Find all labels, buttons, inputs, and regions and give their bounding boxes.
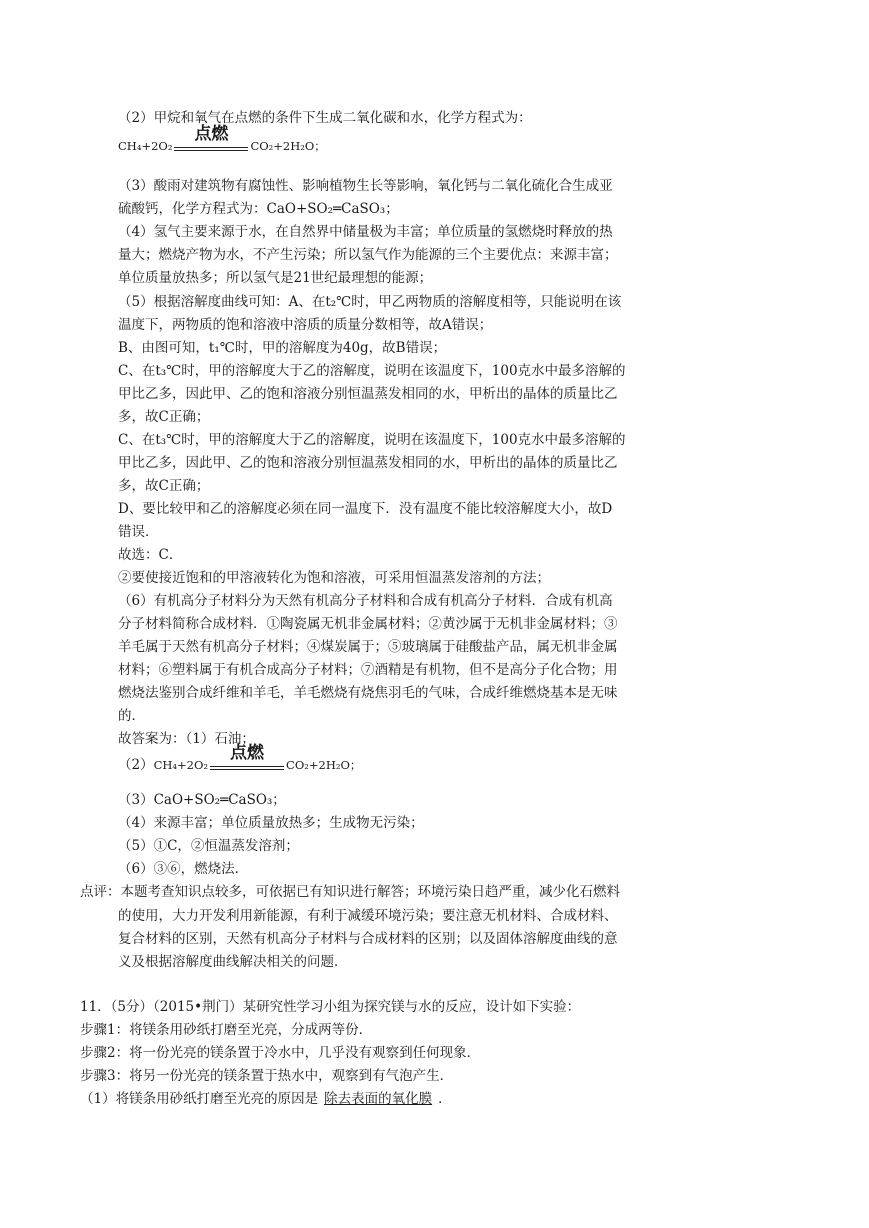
text-line: 故选：C．: [118, 547, 183, 563]
question-subpart: [80, 1089, 452, 1109]
text-line: （3）CaO+SO₂═CaSO₃；: [118, 792, 286, 808]
text-line: 温度下，两物质的饱和溶液中溶质的质量分数相等，故A错误；: [118, 317, 493, 333]
question-step: 步骤1：将镁条用砂纸打磨至光亮，分成两等份．: [80, 1022, 373, 1038]
answer-number: （2）: [118, 757, 154, 773]
equation-products: CO₂+2H₂O；: [286, 758, 362, 772]
question-step: 步骤2：将一份光亮的镁条置于冷水中，几乎没有观察到任何现象．: [80, 1045, 481, 1061]
reaction-condition-label: 点燃: [230, 743, 265, 763]
text-line: 故答案为：（1）石油；: [118, 731, 255, 747]
text-line: 羊毛属于天然有机高分子材料；④煤炭属于；⑤玻璃属于硅酸盐产品，属无机非金属: [118, 639, 618, 655]
equation-reactants: CH₄+2O₂: [118, 139, 173, 153]
text-line: 量大；燃烧产物为水，不产生污染；所以氢气作为能源的三个主要优点：来源丰富；: [118, 247, 618, 263]
text-line: B、由图可知，t₁℃时，甲的溶解度为40g，故B错误；: [118, 340, 447, 356]
question-heading: 11．（5分）（2015•荆门）某研究性学习小组为探究镁与水的反应，设计如下实验：: [80, 999, 581, 1015]
question-step: 步骤3：将另一份光亮的镁条置于热水中，观察到有气泡产生．: [80, 1068, 454, 1084]
text-line: 单位质量放热多；所以氢气是21世纪最理想的能源；: [118, 270, 433, 286]
question-subpart-end: ．: [438, 1091, 452, 1107]
equation-products: CO₂+2H₂O；: [250, 139, 326, 153]
text-line: 材料；⑥塑料属于有机合成高分子材料；⑦酒精是有机物，但不是高分子化合物；用: [118, 662, 618, 678]
text-line: 燃烧法鉴别合成纤维和羊毛，羊毛燃烧有烧焦羽毛的气味，合成纤维燃烧基本是无味: [118, 685, 618, 701]
reaction-condition-arrow: [174, 124, 248, 158]
text-line: 甲比乙多，因此甲、乙的饱和溶液分别恒温蒸发相同的水，甲析出的晶体的质量比乙: [118, 386, 618, 402]
reaction-condition-label: 点燃: [194, 124, 229, 144]
comment-line: 的使用，大力开发利用新能源，有利于减缓环境污染；要注意无机材料、合成材料、: [118, 908, 618, 924]
text-line: D、要比较甲和乙的溶解度必须在同一温度下．没有温度不能比较溶解度大小，故D: [118, 501, 613, 517]
equation-ch4-combustion-answer: [118, 743, 361, 777]
text-line: （4）氢气主要来源于水，在自然界中储量极为丰富；单位质量的氢燃烧时释放的热: [118, 224, 613, 240]
text-line: （6）③⑥，燃烧法．: [118, 861, 249, 877]
text-line: （4）来源丰富；单位质量放热多；生成物无污染；: [118, 815, 424, 831]
text-line: 多，故C正确；: [118, 478, 210, 494]
question-subpart-prompt: （1）将镁条用砂纸打磨至光亮的原因是: [80, 1091, 319, 1107]
text-line: 多，故C正确；: [118, 409, 210, 425]
equation-ch4-combustion: [118, 124, 326, 158]
comment-line: 复合材料的区别，天然有机高分子材料与合成材料的区别；以及固体溶解度曲线的意: [118, 931, 618, 947]
text-line: （2）甲烷和氧气在点燃的条件下生成二氧化碳和水，化学方程式为：: [118, 110, 532, 126]
text-line: 的．: [118, 708, 145, 724]
equation-reactants: CH₄+2O₂: [153, 758, 209, 772]
answer-blank: 除去表面的氧化膜: [324, 1091, 433, 1107]
text-line: C、在t₃℃时，甲的溶解度大于乙的溶解度，说明在该温度下，100克水中最多溶解的: [118, 363, 626, 379]
text-line: （6）有机高分子材料分为天然有机高分子材料和合成有机高分子材料．合成有机高: [118, 593, 613, 609]
text-line: （3）酸雨对建筑物有腐蚀性、影响植物生长等影响，氧化钙与二氧化硫化合生成亚: [118, 178, 613, 194]
text-line: （5）根据溶解度曲线可知：A、在t₂℃时，甲乙两物质的溶解度相等，只能说明在该: [118, 294, 622, 310]
text-line: 甲比乙多，因此甲、乙的饱和溶液分别恒温蒸发相同的水，甲析出的晶体的质量比乙: [118, 455, 618, 471]
text-line: （5）①C，②恒温蒸发溶剂；: [118, 838, 299, 854]
comment-line: 点评：本题考查知识点较多，可依据已有知识进行解答；环境污染日趋严重，减少化石燃料: [80, 884, 620, 900]
text-line: 硫酸钙，化学方程式为：CaO+SO₂═CaSO₃；: [118, 201, 399, 217]
text-line: C、在t₃℃时，甲的溶解度大于乙的溶解度，说明在该温度下，100克水中最多溶解的: [118, 432, 626, 448]
reaction-condition-arrow: [210, 743, 284, 777]
comment-line: 义及根据溶解度曲线解决相关的问题．: [118, 954, 348, 970]
text-line: ②要使接近饱和的甲溶液转化为饱和溶液，可采用恒温蒸发溶剂的方法；: [118, 570, 550, 586]
text-line: 分子材料简称合成材料．①陶瓷属无机非金属材料；②黄沙属于无机非金属材料；③: [118, 616, 618, 632]
text-line: 错误．: [118, 524, 159, 540]
